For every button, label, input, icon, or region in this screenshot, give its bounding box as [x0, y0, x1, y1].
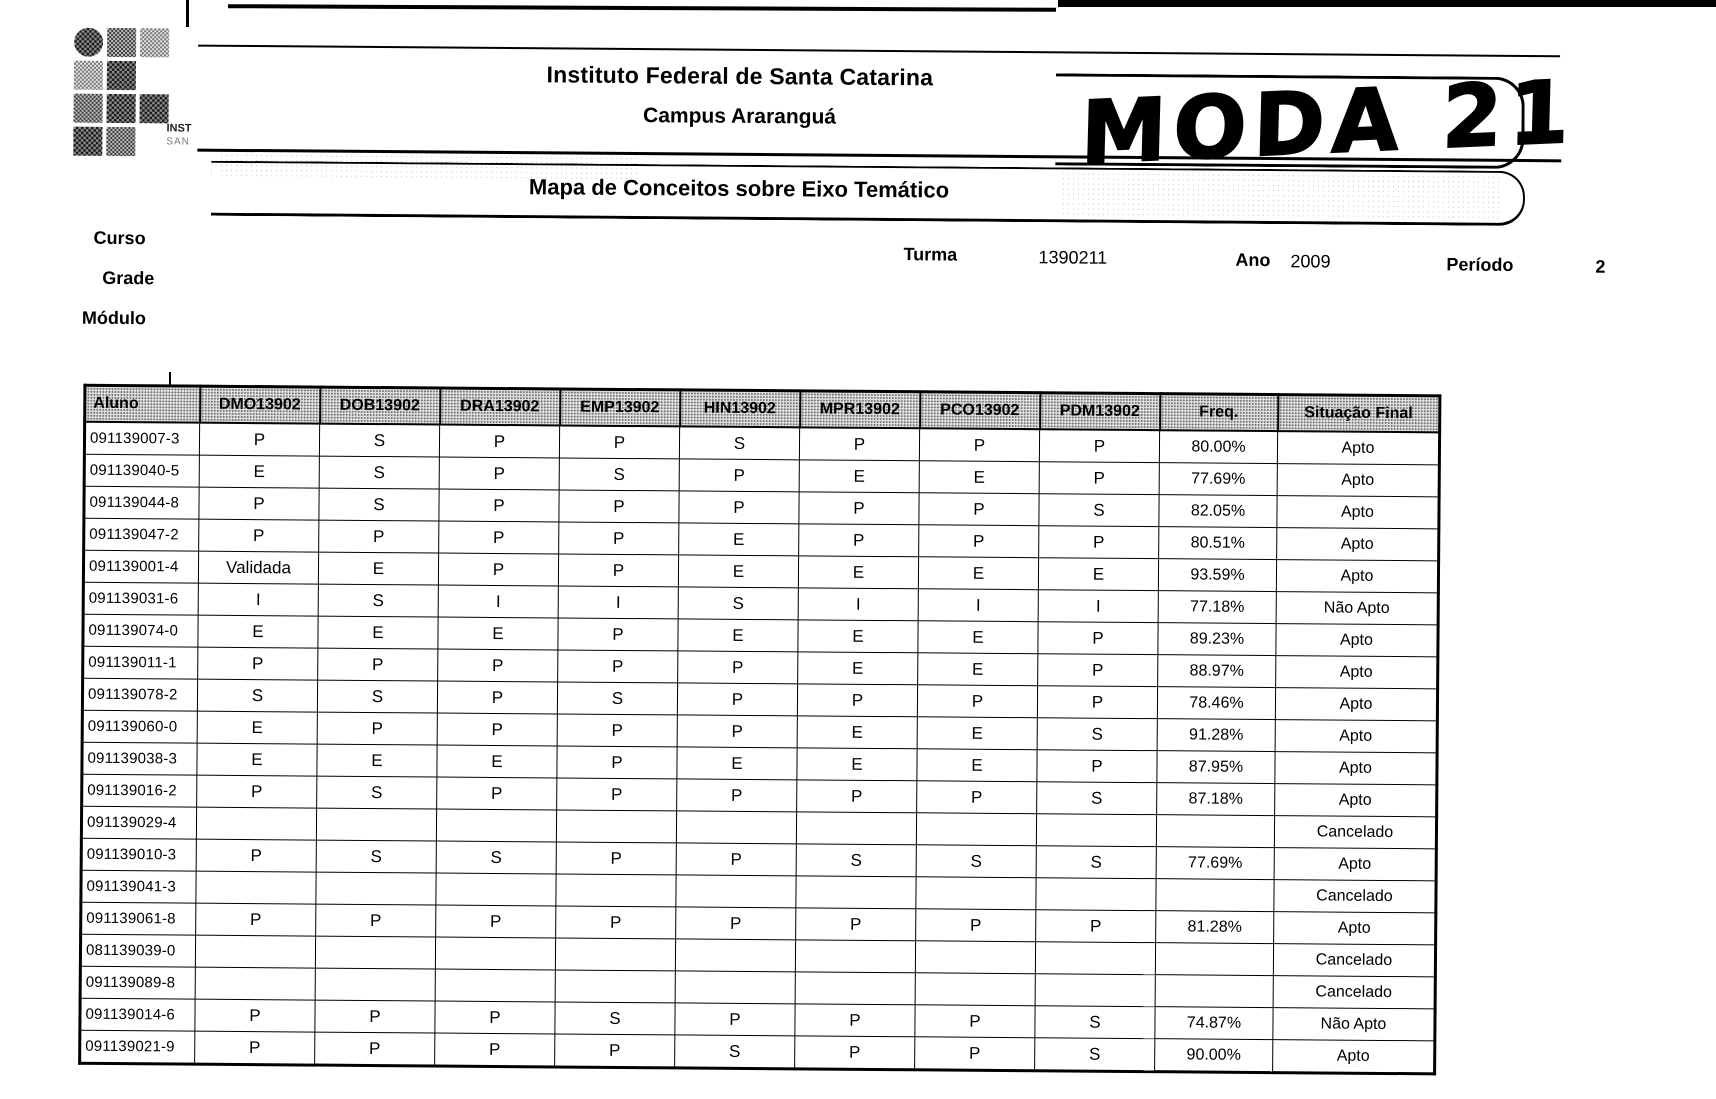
conceito-cell	[555, 938, 675, 971]
situacao-cell: Apto	[1275, 688, 1437, 721]
ano-value: 2009	[1290, 251, 1331, 272]
conceito-cell: E	[797, 716, 917, 749]
concept-table-body	[80, 422, 1440, 1074]
column-header: EMP13902	[560, 389, 680, 426]
conceito-cell	[555, 970, 675, 1003]
freq-cell: 87.95%	[1157, 751, 1275, 784]
conceito-cell: P	[439, 489, 559, 522]
column-header: Situação Final	[1278, 395, 1440, 433]
situacao-cell: Cancelado	[1274, 880, 1436, 913]
conceito-cell	[316, 808, 436, 841]
conceito-cell: E	[199, 455, 319, 488]
aluno-cell: 091139010-3	[81, 838, 196, 871]
freq-cell: 87.18%	[1157, 783, 1275, 816]
conceito-cell	[795, 940, 915, 973]
conceito-cell	[915, 941, 1035, 974]
situacao-cell: Apto	[1276, 656, 1438, 689]
freq-cell: 77.18%	[1158, 591, 1276, 624]
freq-cell: 77.69%	[1159, 463, 1277, 496]
aluno-cell: 091139047-2	[84, 518, 199, 551]
conceito-cell	[1035, 942, 1155, 975]
situacao-cell: Apto	[1273, 1040, 1435, 1074]
conceito-cell: P	[677, 779, 797, 812]
logo-block	[140, 28, 169, 57]
conceito-cell: E	[798, 652, 918, 685]
conceito-cell	[916, 877, 1036, 910]
conceito-cell: P	[317, 712, 437, 745]
freq-cell: 91.28%	[1157, 719, 1275, 752]
conceito-cell: P	[195, 1031, 315, 1065]
conceito-cell	[796, 812, 916, 845]
conceito-cell	[556, 874, 676, 907]
aluno-cell: 091139038-3	[82, 742, 197, 775]
conceito-cell: E	[917, 749, 1037, 782]
conceito-cell: P	[679, 491, 799, 524]
conceito-cell: P	[678, 651, 798, 684]
conceito-cell: P	[1039, 526, 1159, 559]
situacao-cell: Apto	[1275, 720, 1437, 753]
conceito-cell: E	[677, 747, 797, 780]
column-header: DMO13902	[200, 386, 320, 423]
conceito-cell: E	[918, 653, 1038, 686]
situacao-cell: Apto	[1275, 752, 1437, 785]
logo-caption-line1: INST	[166, 122, 192, 135]
conceito-cell: P	[797, 780, 917, 813]
conceito-cell: E	[197, 711, 317, 744]
conceito-cell: P	[676, 843, 796, 876]
aluno-cell: 091139021-9	[80, 1030, 195, 1064]
conceito-cell: P	[919, 493, 1039, 526]
conceito-cell: P	[195, 999, 315, 1032]
conceito-cell: E	[318, 616, 438, 649]
aluno-cell: 091139078-2	[82, 678, 197, 711]
aluno-cell: 091139011-1	[83, 646, 198, 679]
conceito-cell: P	[1038, 622, 1158, 655]
conceito-cell: P	[557, 746, 677, 779]
conceito-cell: E	[679, 523, 799, 556]
logo-block	[74, 61, 103, 90]
conceito-cell: E	[678, 555, 798, 588]
conceito-cell: S	[1035, 1006, 1155, 1039]
conceito-cell: E	[797, 748, 917, 781]
conceito-cell: E	[1038, 558, 1158, 591]
turma-value: 1390211	[1038, 247, 1108, 268]
scan-artifact-line	[1058, 0, 1716, 7]
situacao-cell: Cancelado	[1273, 944, 1435, 977]
conceito-cell: P	[197, 775, 317, 808]
conceito-cell: P	[435, 1001, 555, 1034]
conceito-cell: P	[559, 522, 679, 555]
aluno-cell: 091139061-8	[81, 902, 196, 935]
conceito-cell: P	[555, 1034, 675, 1068]
conceito-cell: P	[799, 524, 919, 557]
conceito-cell: P	[919, 428, 1039, 461]
conceito-cell	[1036, 814, 1156, 847]
freq-cell: 82.05%	[1159, 495, 1277, 528]
conceito-cell: P	[439, 425, 559, 458]
conceito-cell: Validada	[198, 551, 318, 584]
conceito-cell: S	[319, 456, 439, 489]
modulo-label: Módulo	[81, 307, 147, 329]
conceito-cell: P	[196, 903, 316, 936]
conceito-cell: E	[198, 615, 318, 648]
conceito-cell: E	[317, 744, 437, 777]
situacao-cell: Apto	[1277, 496, 1439, 529]
conceito-cell: P	[1037, 750, 1157, 783]
column-header: DRA13902	[440, 388, 560, 425]
conceito-cell: P	[917, 781, 1037, 814]
conceito-cell: I	[558, 586, 678, 619]
conceito-cell: P	[199, 423, 319, 456]
situacao-cell: Apto	[1277, 528, 1439, 561]
conceito-cell: P	[438, 553, 558, 586]
conceito-cell: S	[317, 680, 437, 713]
situacao-cell: Apto	[1275, 784, 1437, 817]
conceito-cell: S	[559, 458, 679, 491]
conceito-cell: I	[798, 588, 918, 621]
conceito-cell: P	[198, 647, 318, 680]
situacao-cell: Apto	[1276, 624, 1438, 657]
conceito-cell: E	[919, 461, 1039, 494]
logo-block	[107, 28, 136, 57]
situacao-cell: Apto	[1277, 431, 1439, 465]
conceito-cell: P	[199, 519, 319, 552]
conceito-cell	[195, 967, 315, 1000]
freq-cell	[1156, 815, 1274, 848]
situacao-cell: Cancelado	[1274, 816, 1436, 849]
conceito-cell: P	[795, 1004, 915, 1037]
conceito-cell: P	[437, 681, 557, 714]
conceito-cell	[196, 871, 316, 904]
conceito-cell	[675, 939, 795, 972]
aluno-cell: 091139014-6	[80, 998, 195, 1031]
conceito-cell: P	[915, 1037, 1035, 1071]
aluno-cell: 091139001-4	[83, 550, 198, 583]
conceito-cell: E	[799, 460, 919, 493]
conceito-cell	[916, 813, 1036, 846]
conceito-cell: P	[558, 650, 678, 683]
situacao-cell: Apto	[1274, 848, 1436, 881]
ifsc-logo-icon	[73, 28, 169, 157]
conceito-cell	[1035, 974, 1155, 1007]
conceito-cell: P	[437, 713, 557, 746]
conceito-cell: S	[1037, 718, 1157, 751]
conceito-cell	[436, 873, 556, 906]
conceito-cell	[315, 936, 435, 969]
conceito-cell: S	[675, 1035, 795, 1069]
conceito-cell: S	[197, 679, 317, 712]
conceito-cell	[435, 969, 555, 1002]
conceito-cell	[676, 875, 796, 908]
conceito-cell: P	[436, 905, 556, 938]
turma-label: Turma	[903, 244, 958, 265]
conceito-cell: P	[1039, 429, 1159, 462]
logo-block	[140, 61, 169, 90]
conceito-cell: P	[797, 684, 917, 717]
conceito-cell: P	[799, 427, 919, 460]
conceito-cell	[436, 809, 556, 842]
freq-cell	[1155, 943, 1273, 976]
conceito-cell	[795, 972, 915, 1005]
conceito-cell: S	[555, 1002, 675, 1035]
conceito-cell	[556, 810, 676, 843]
conceito-cell	[196, 807, 316, 840]
conceito-cell: S	[317, 776, 437, 809]
conceito-cell: P	[679, 459, 799, 492]
periodo-label: Período	[1446, 254, 1514, 275]
conceito-cell: P	[557, 714, 677, 747]
conceito-cell: P	[1036, 910, 1156, 943]
conceito-cell: P	[677, 683, 797, 716]
conceito-cell: P	[315, 1032, 435, 1066]
column-header: MPR13902	[800, 391, 920, 428]
conceito-cell: P	[556, 906, 676, 939]
aluno-cell: 091139089-8	[80, 966, 195, 999]
conceito-cell: P	[799, 492, 919, 525]
column-header: HIN13902	[680, 390, 800, 427]
ano-label: Ano	[1235, 249, 1271, 271]
conceito-cell: P	[796, 908, 916, 941]
logo-block	[140, 94, 169, 123]
conceito-cell: P	[319, 520, 439, 553]
freq-cell: 81.28%	[1156, 911, 1274, 944]
logo-block	[74, 28, 103, 57]
aluno-cell: 081139039-0	[80, 934, 195, 967]
conceito-cell: P	[435, 1033, 555, 1067]
aluno-cell: 091139040-5	[84, 454, 199, 487]
conceito-cell	[676, 811, 796, 844]
logo-caption-line2: SAN	[166, 136, 190, 148]
situacao-cell: Apto	[1276, 560, 1438, 593]
conceito-cell: P	[318, 648, 438, 681]
conceito-cell: P	[556, 842, 676, 875]
conceito-cell: P	[559, 490, 679, 523]
conceito-cell: P	[919, 525, 1039, 558]
logo-block	[74, 94, 103, 123]
conceito-cell: I	[1038, 590, 1158, 623]
conceito-cell: P	[437, 777, 557, 810]
conceito-cell: P	[675, 1003, 795, 1036]
conceito-cell: I	[198, 583, 318, 616]
conceito-cell: S	[557, 682, 677, 715]
conceito-cell: P	[558, 554, 678, 587]
conceito-cell: E	[438, 617, 558, 650]
freq-cell: 80.00%	[1159, 430, 1277, 463]
conceito-cell	[796, 876, 916, 909]
freq-cell	[1156, 879, 1274, 912]
periodo-value: 2	[1595, 256, 1606, 277]
situacao-cell: Apto	[1274, 912, 1436, 945]
aluno-cell: 091139074-0	[83, 614, 198, 647]
aluno-cell: 091139016-2	[82, 774, 197, 807]
conceito-cell	[1036, 878, 1156, 911]
conceito-cell: S	[679, 426, 799, 459]
conceito-cell: P	[677, 715, 797, 748]
grade-label: Grade	[102, 267, 155, 289]
logo-block	[73, 127, 102, 156]
conceito-cell: I	[918, 589, 1038, 622]
column-header: PCO13902	[920, 392, 1040, 429]
aluno-cell: 091139007-3	[84, 422, 199, 455]
conceito-cell: E	[917, 717, 1037, 750]
conceito-cell: P	[438, 649, 558, 682]
conceito-cell: S	[1036, 846, 1156, 879]
conceito-cell	[315, 968, 435, 1001]
campus-name: Campus Araranguá	[643, 104, 837, 129]
column-header: DOB13902	[320, 387, 440, 424]
conceito-cell: S	[916, 845, 1036, 878]
conceito-cell: P	[315, 1000, 435, 1033]
conceito-cell: E	[437, 745, 557, 778]
freq-cell: 89.23%	[1158, 623, 1276, 656]
conceito-cell: P	[558, 618, 678, 651]
conceito-cell: S	[318, 584, 438, 617]
situacao-cell: Cancelado	[1273, 976, 1435, 1009]
column-header: Aluno	[85, 385, 200, 422]
freq-cell: 90.00%	[1155, 1039, 1273, 1073]
conceito-cell: P	[916, 909, 1036, 942]
aluno-cell: 091139041-3	[81, 870, 196, 903]
conceito-cell: P	[316, 904, 436, 937]
aluno-cell: 091139060-0	[82, 710, 197, 743]
conceito-cell: E	[798, 556, 918, 589]
logo-block	[139, 127, 168, 156]
logo-caption	[166, 122, 191, 148]
aluno-cell: 091139044-8	[84, 486, 199, 519]
conceito-cell: S	[319, 488, 439, 521]
conceito-cell: P	[557, 778, 677, 811]
conceito-cell: E	[197, 743, 317, 776]
conceito-cell: P	[196, 839, 316, 872]
conceito-cell	[435, 937, 555, 970]
freq-cell: 78.46%	[1157, 687, 1275, 720]
aluno-cell: 091139031-6	[83, 582, 198, 615]
aluno-cell: 091139029-4	[81, 806, 196, 839]
column-header: Freq.	[1160, 394, 1278, 431]
conceito-cell: P	[439, 521, 559, 554]
logo-block	[106, 127, 135, 156]
conceito-cell: P	[1038, 654, 1158, 687]
freq-cell: 93.59%	[1158, 559, 1276, 592]
conceito-cell: S	[796, 844, 916, 877]
conceito-cell: E	[918, 621, 1038, 654]
conceito-cell: E	[918, 557, 1038, 590]
handwritten-note	[1058, 46, 1698, 196]
freq-cell: 80.51%	[1159, 527, 1277, 560]
conceito-cell: S	[1035, 1038, 1155, 1072]
logo-block	[107, 94, 136, 123]
conceito-cell: E	[678, 619, 798, 652]
page-title: Mapa de Conceitos sobre Eixo Temático	[528, 174, 950, 203]
freq-cell: 77.69%	[1156, 847, 1274, 880]
freq-cell: 74.87%	[1155, 1007, 1273, 1040]
conceito-cell: S	[316, 840, 436, 873]
conceito-cell: I	[438, 585, 558, 618]
conceito-cell: E	[798, 620, 918, 653]
conceito-cell	[195, 935, 315, 968]
situacao-cell: Apto	[1277, 464, 1439, 497]
conceito-cell: P	[676, 907, 796, 940]
conceito-cell: P	[1039, 462, 1159, 495]
conceito-cell	[316, 872, 436, 905]
conceito-cell: S	[1037, 782, 1157, 815]
conceito-cell	[915, 973, 1035, 1006]
conceito-cell: E	[318, 552, 438, 585]
conceito-cell	[675, 971, 795, 1004]
conceito-cell: P	[559, 425, 679, 458]
conceito-cell: P	[917, 685, 1037, 718]
freq-cell	[1155, 975, 1273, 1008]
situacao-cell: Não Apto	[1273, 1008, 1435, 1041]
conceito-cell: S	[436, 841, 556, 874]
conceito-cell: S	[1039, 494, 1159, 527]
concept-map-table	[78, 384, 1441, 1076]
logo-block	[107, 61, 136, 90]
conceito-cell: P	[795, 1036, 915, 1070]
handwritten-note-text: MODA 21	[1079, 62, 1578, 185]
conceito-cell: S	[319, 424, 439, 457]
conceito-cell: P	[199, 487, 319, 520]
conceito-cell: P	[1037, 686, 1157, 719]
institution-name: Instituto Federal de Santa Catarina	[546, 61, 934, 91]
conceito-cell: S	[678, 587, 798, 620]
freq-cell: 88.97%	[1158, 655, 1276, 688]
situacao-cell: Não Apto	[1276, 592, 1438, 625]
conceito-cell: P	[915, 1005, 1035, 1038]
conceito-cell: P	[439, 457, 559, 490]
curso-label: Curso	[93, 227, 146, 249]
column-header: PDM13902	[1040, 393, 1160, 430]
